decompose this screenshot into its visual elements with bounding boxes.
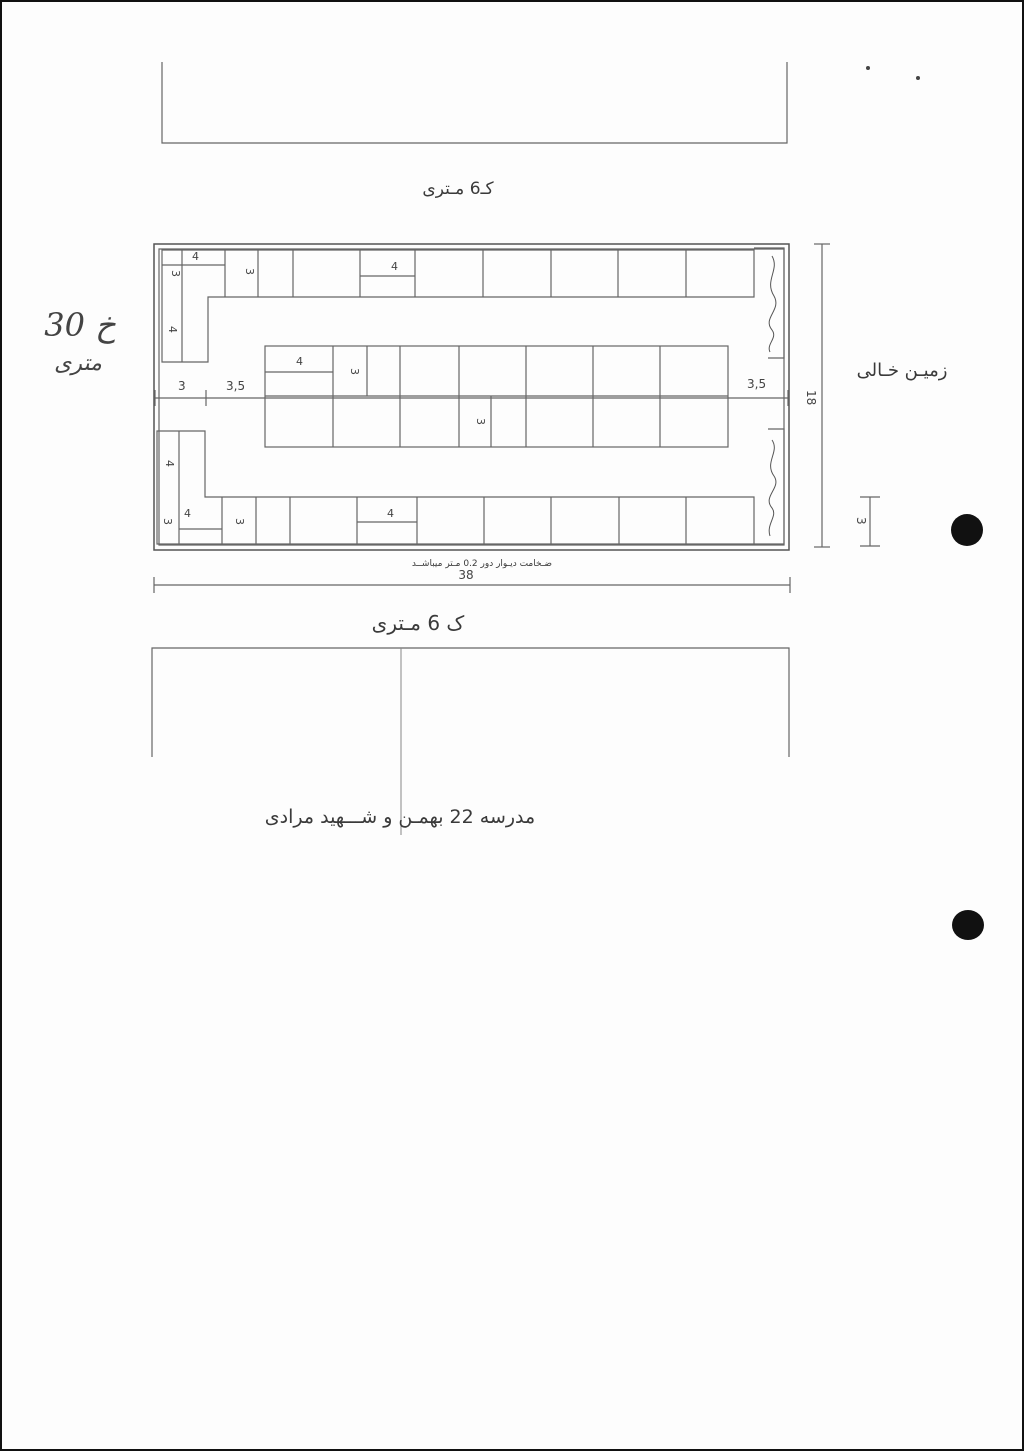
corridor-dimension-line: [155, 390, 788, 406]
stall-label-3: 3: [161, 518, 174, 525]
stall-label-4: 4: [296, 355, 303, 368]
stall-label-3: 3: [243, 268, 256, 275]
school-name-label: مدرسه 22 بهمـن و شـــهید مرادی: [264, 806, 536, 828]
scan-border: [1, 1, 1023, 1450]
dim-aisle-right: 3,5: [747, 377, 767, 391]
handwritten-street-30: خ 30: [44, 306, 116, 344]
wall-thickness-note: ضـخامت دیـوار دور 0.2 مـتر میباشــد: [411, 559, 553, 569]
dim-right-marker: 3: [854, 517, 868, 525]
building-outline: [154, 244, 789, 550]
school-plot: [152, 648, 789, 757]
right-wing-bottom: [754, 429, 784, 544]
scan-speck: [866, 66, 870, 70]
stall-label-4: 4: [166, 326, 179, 333]
stall-label-3: 3: [474, 418, 487, 425]
dim-total-length: 38: [458, 568, 474, 582]
handwritten-metri: متری: [54, 351, 102, 376]
upper-left-block: [162, 250, 754, 362]
punch-hole-bottom: [952, 910, 984, 940]
street-top-label: کـ6 مـتری: [422, 179, 494, 199]
stall-label-4: 4: [391, 260, 398, 273]
dim-left-offset: 3: [178, 379, 186, 393]
street-bottom-label: ک 6 مـتری: [371, 611, 465, 635]
right-wing-top: [754, 248, 784, 358]
lower-left-block: [157, 431, 754, 544]
dim-total-width: 18: [804, 390, 818, 406]
dim-aisle-left: 3,5: [226, 379, 246, 393]
stall-label-3: 3: [169, 270, 182, 277]
middle-block: [265, 346, 728, 447]
scan-speck: [916, 76, 920, 80]
right-wing-top-scribble: [769, 256, 776, 352]
stall-label-4: 4: [163, 460, 176, 467]
stall-label-4: 4: [184, 507, 191, 520]
stall-label-4: 4: [192, 250, 199, 263]
stall-label-4: 4: [387, 507, 394, 520]
right-wing-bottom-scribble: [769, 440, 776, 536]
stall-label-3: 3: [348, 368, 361, 375]
punch-hole-top: [951, 514, 983, 546]
stall-label-3: 3: [233, 518, 246, 525]
empty-land-label: زمیـن خـالی: [856, 360, 948, 381]
top-neighbor-plot: [162, 62, 787, 143]
